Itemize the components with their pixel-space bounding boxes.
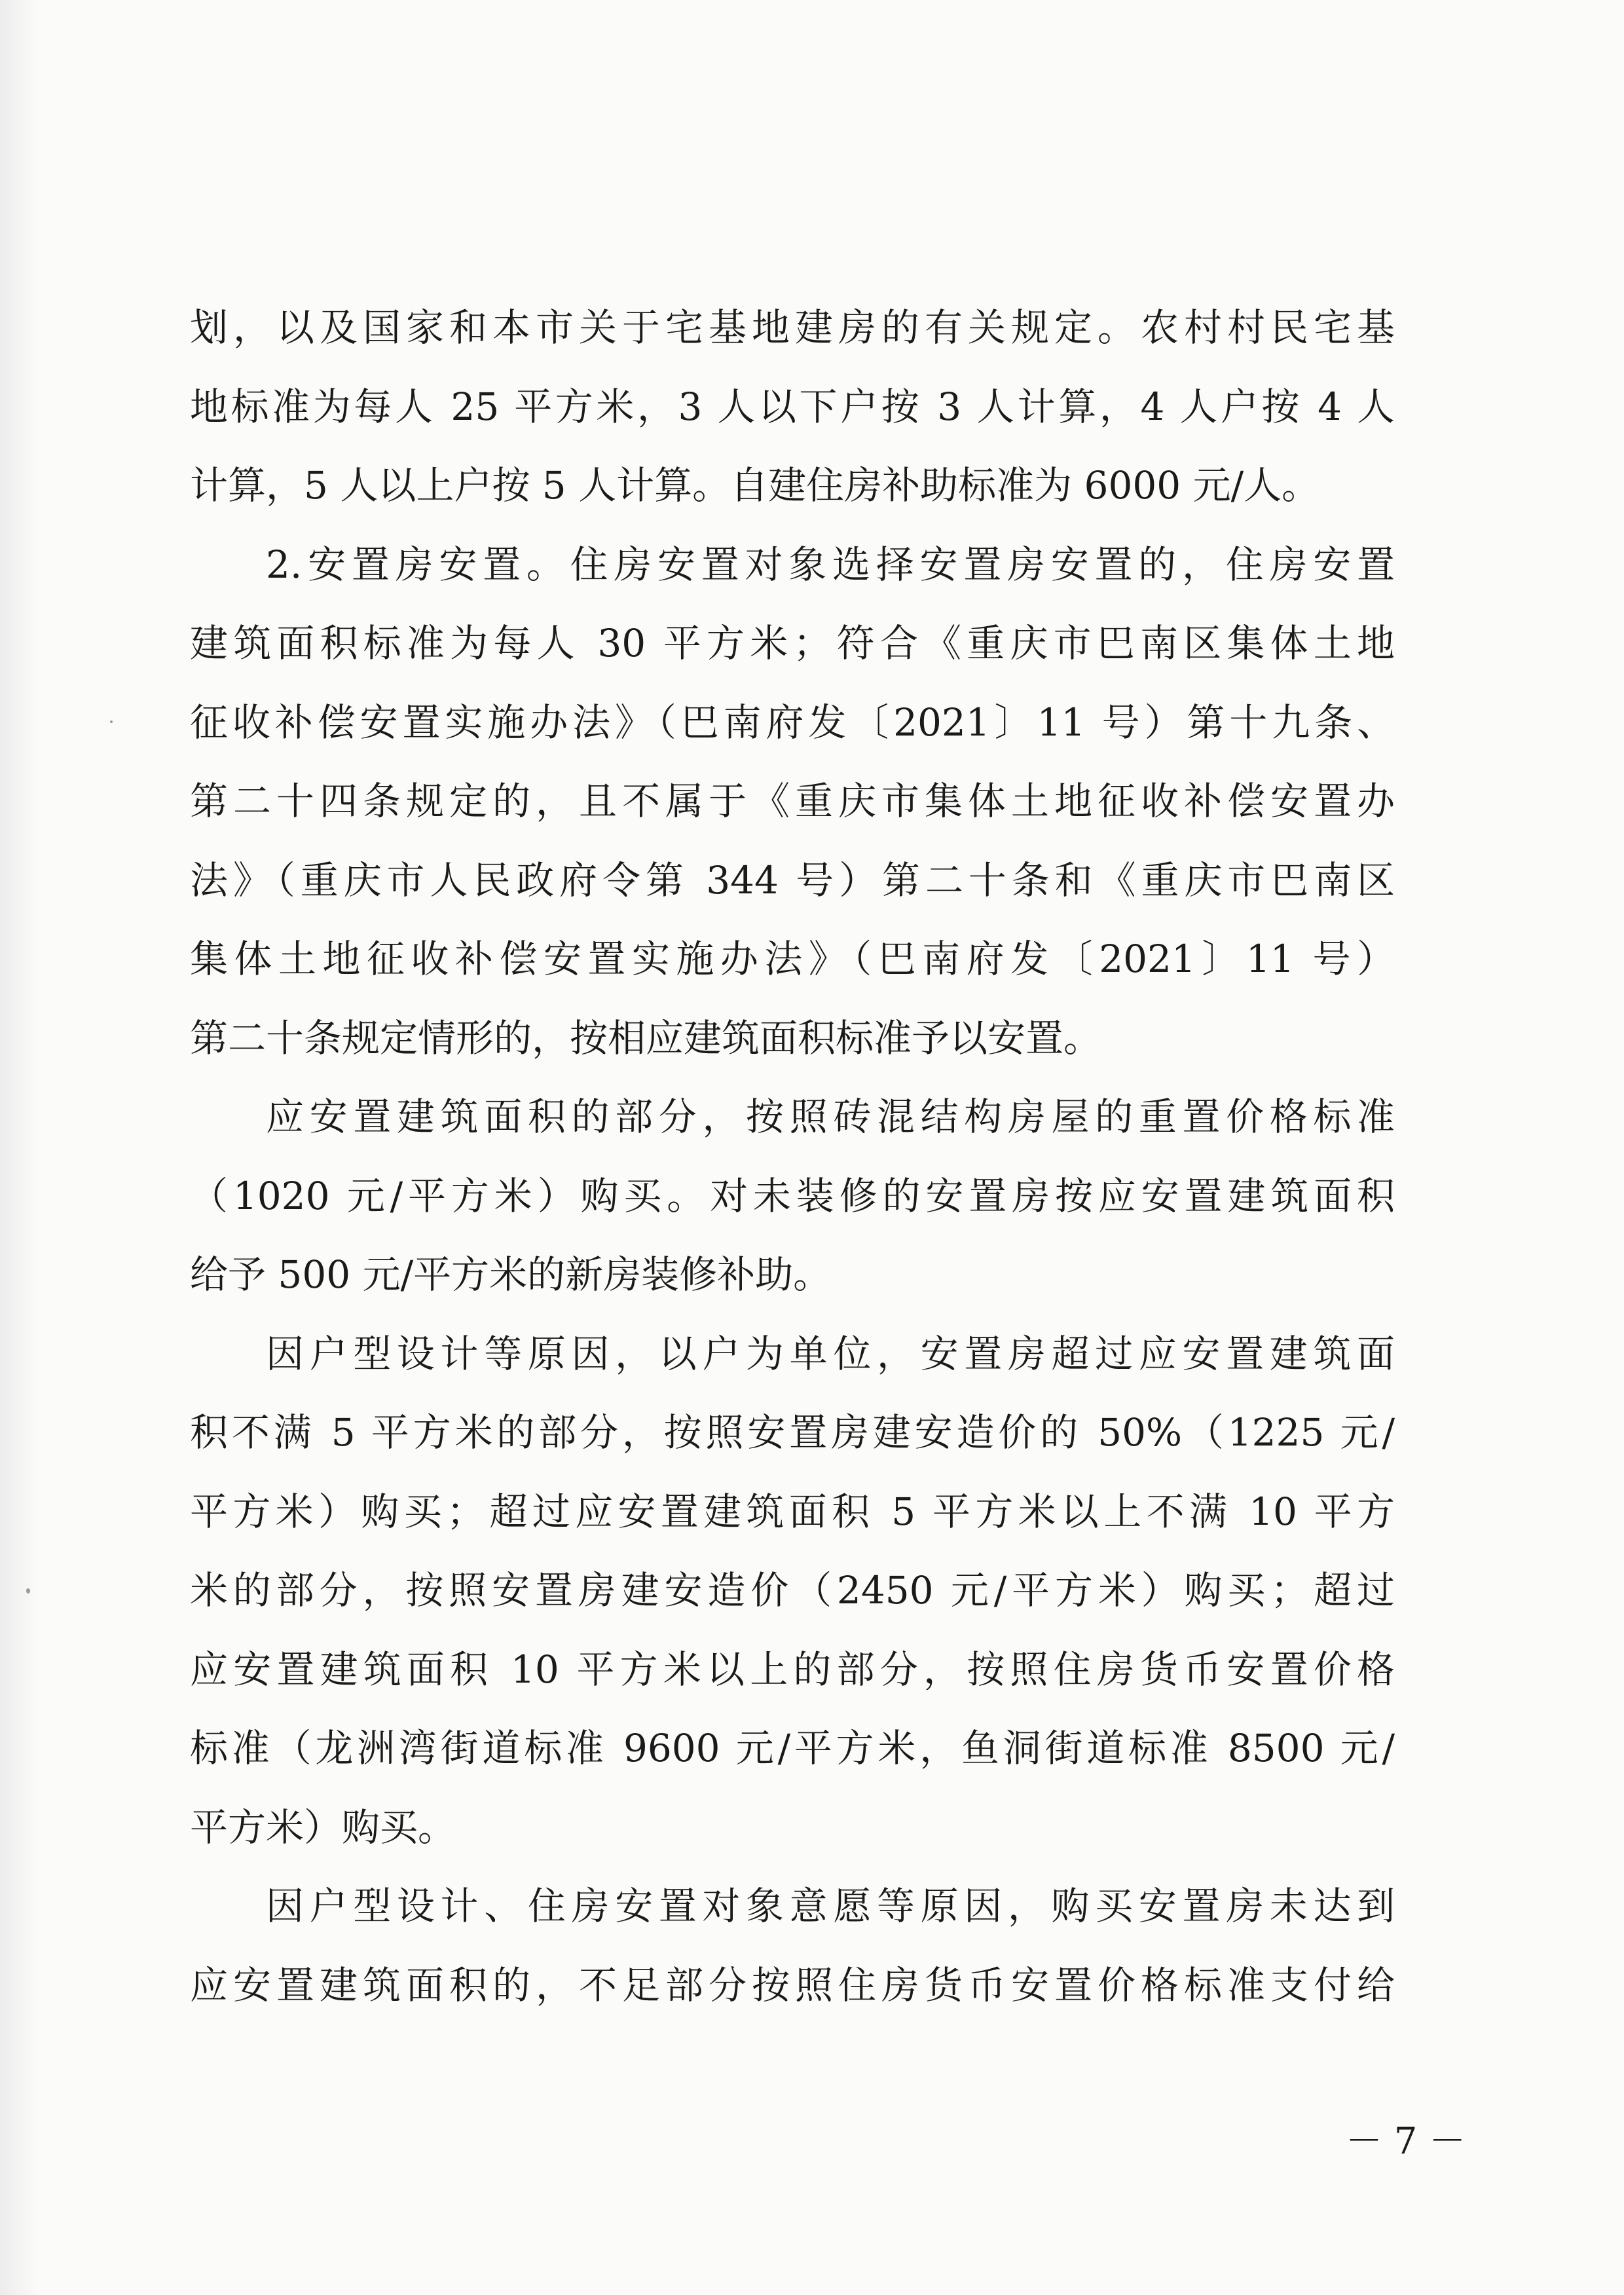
text-line: 第二十条规定情形的，按相应建筑面积标准予以安置。 xyxy=(190,1015,1102,1060)
text-line: 应安置建筑面积的，不足部分按照住房货币安置价格标准支付给 xyxy=(190,1962,1395,2007)
scan-speck xyxy=(110,720,113,723)
text-line: 法》（重庆市人民政府令第 344 号）第二十条和《重庆市巴南区 xyxy=(190,857,1395,903)
text-line: 积不满 5 平方米的部分，按照安置房建安造价的 50%（1225 元/ xyxy=(190,1410,1395,1455)
text-line: 因户型设计等原因，以户为单位，安置房超过应安置建筑面 xyxy=(266,1331,1395,1376)
text-line: （1020 元/平方米）购买。对未装修的安置房按应安置建筑面积 xyxy=(190,1173,1395,1218)
text-line: 应安置建筑面积 10 平方米以上的部分，按照住房货币安置价格 xyxy=(190,1647,1395,1692)
text-line: 2.安置房安置。住房安置对象选择安置房安置的，住房安置 xyxy=(266,542,1395,587)
text-line: 标准（龙洲湾街道标准 9600 元/平方米，鱼洞街道标准 8500 元/ xyxy=(190,1726,1395,1770)
text-line: 因户型设计、住房安置对象意愿等原因，购买安置房未达到 xyxy=(266,1884,1395,1928)
text-line: 建筑面积标准为每人 30 平方米；符合《重庆市巴南区集体土地 xyxy=(190,621,1395,665)
scan-shadow xyxy=(0,0,39,2295)
scan-speck xyxy=(26,1588,30,1594)
text-line: 第二十四条规定的，且不属于《重庆市集体土地征收补偿安置办 xyxy=(190,779,1395,823)
text-line: 划，以及国家和本市关于宅基地建房的有关规定。农村村民宅基 xyxy=(190,305,1395,350)
text-line: 计算，5 人以上户按 5 人计算。自建住房补助标准为 6000 元/人。 xyxy=(190,463,1320,508)
text-line: 给予 500 元/平方米的新房装修补助。 xyxy=(190,1252,832,1297)
text-line: 集体土地征收补偿安置实施办法》（巴南府发〔2021〕11 号） xyxy=(190,937,1395,981)
text-line: 米的部分，按照安置房建安造价（2450 元/平方米）购买；超过 xyxy=(190,1568,1395,1613)
text-line: 平方米）购买；超过应安置建筑面积 5 平方米以上不满 10 平方 xyxy=(190,1489,1395,1534)
text-line: 平方米）购买。 xyxy=(190,1804,456,1850)
body-text xyxy=(190,288,1395,2024)
text-line: 征收补偿安置实施办法》（巴南府发〔2021〕11 号）第十九条、 xyxy=(190,700,1395,745)
page-number: － 7 － xyxy=(1346,2120,1466,2163)
text-line: 地标准为每人 25 平方米，3 人以下户按 3 人计算，4 人户按 4 人 xyxy=(190,384,1395,429)
text-line: 应安置建筑面积的部分，按照砖混结构房屋的重置价格标准 xyxy=(266,1094,1395,1139)
